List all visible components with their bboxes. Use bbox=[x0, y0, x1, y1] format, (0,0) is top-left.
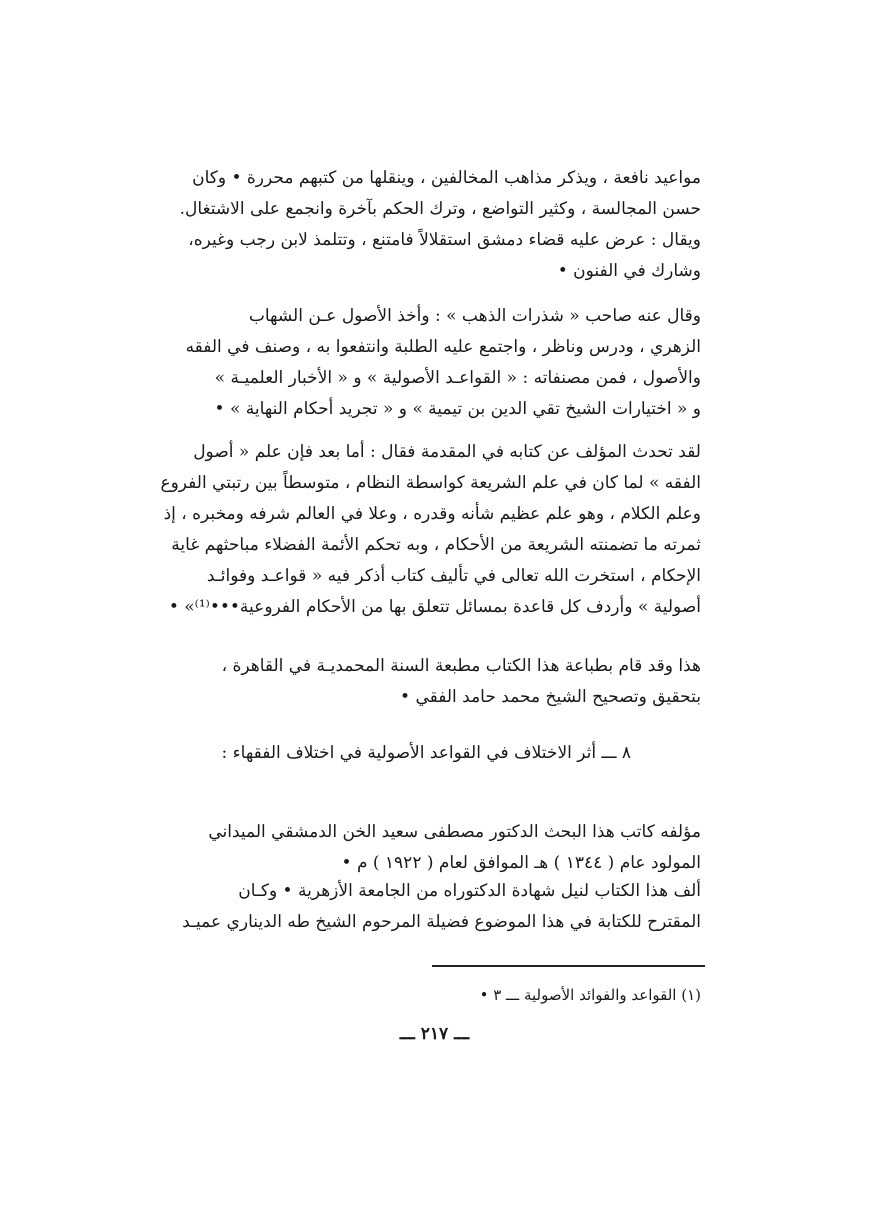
text-line: لقد تحدث المؤلف عن كتابه في المقدمة فقال : أما بعد فإن علم « أصول bbox=[193, 442, 701, 462]
text-line: المقترح للكتابة في هذا الموضوع فضيلة المرحوم الشيخ طه الديناري عميـد bbox=[182, 912, 701, 932]
text-line: الفقه » لما كان في علم الشريعة كواسطة النظام ، متوسطاً بين رتبتي الفروع bbox=[160, 473, 701, 493]
paragraph-shadharat-quote bbox=[166, 301, 701, 425]
text-line: ألف هذا الكتاب لنيل شهادة الدكتوراه من الجامعة الأزهرية • وكـان bbox=[238, 881, 701, 901]
text-line: مؤلفه كاتب هذا البحث الدكتور مصطفى سعيد الخن الدمشقي الميداني bbox=[208, 822, 701, 842]
paragraph-author-introduction bbox=[160, 437, 701, 623]
paragraph-biography-end bbox=[166, 163, 701, 287]
text-line: هذا وقد قام بطباعة هذا الكتاب مطبعة السنة المحمديـة في القاهرة ، bbox=[221, 656, 701, 676]
paragraph-book-purpose bbox=[166, 876, 701, 938]
text-line: المولود عام ( ١٣٤٤ ) هـ الموافق لعام ( ١٩٢٢ ) م • bbox=[341, 853, 701, 873]
text-line: وشارك في الفنون • bbox=[557, 261, 701, 281]
text-line: أصولية » وأردف كل قاعدة بمسائل تتعلق بها من الأحكام الفروعية•••⁽¹⁾» • bbox=[168, 597, 701, 617]
text-line: مواعيد نافعة ، ويذكر مذاهب المخالفين ، وينقلها من كتبهم محررة • وكان bbox=[192, 168, 701, 188]
text-line: وعلم الكلام ، وهو علم عظيم شأنه وقدره ، وعلا في العالم شرفه ومخبره ، إذ bbox=[163, 504, 701, 524]
text-line: الإحكام ، استخرت الله تعالى في تأليف كتاب أذكر فيه « قواعـد وفوائـد bbox=[206, 566, 701, 586]
text-line: ثمرته ما تضمنته الشريعة من الأحكام ، وبه تحكم الأئمة الفضلاء مباحثهم غاية bbox=[171, 535, 701, 555]
text-line: حسن المجالسة ، وكثير التواضع ، وترك الحكم بآخرة وانجمع على الاشتغال. bbox=[179, 199, 701, 219]
heading-text: ٨ ـــ أثر الاختلاف في القواعد الأصولية في اختلاف الفقهاء : bbox=[221, 743, 631, 763]
footnote-divider bbox=[432, 965, 705, 967]
section-heading bbox=[166, 738, 701, 769]
page-number: ـــ ٢١٧ ـــ bbox=[399, 1024, 470, 1044]
text-line: بتحقيق وتصحيح الشيخ محمد حامد الفقي • bbox=[400, 687, 701, 707]
text-line: و « اختيارات الشيخ تقي الدين بن تيمية » و « تجريد أحكام النهاية » • bbox=[214, 399, 701, 419]
text-line: الزهري ، ودرس وناظر ، واجتمع عليه الطلبة وانتفعوا به ، وصنف في الفقه bbox=[185, 337, 701, 357]
text-line: والأصول ، فمن مصنفاته : « القواعـد الأصولية » و « الأخبار العلميـة » bbox=[214, 368, 701, 388]
text-line: وقال عنه صاحب « شذرات الذهب » : وأخذ الأصول عـن الشهاب bbox=[248, 306, 701, 326]
paragraph-book-author bbox=[166, 817, 701, 879]
text-line: ويقال : عرض عليه قضاء دمشق استقلالاً فامتنع ، وتتلمذ لابن رجب وغيره، bbox=[188, 230, 701, 250]
footnote: (١) القواعد والفوائد الأصولية ـــ ٣ • bbox=[479, 986, 701, 1004]
paragraph-printing-note bbox=[166, 651, 701, 713]
